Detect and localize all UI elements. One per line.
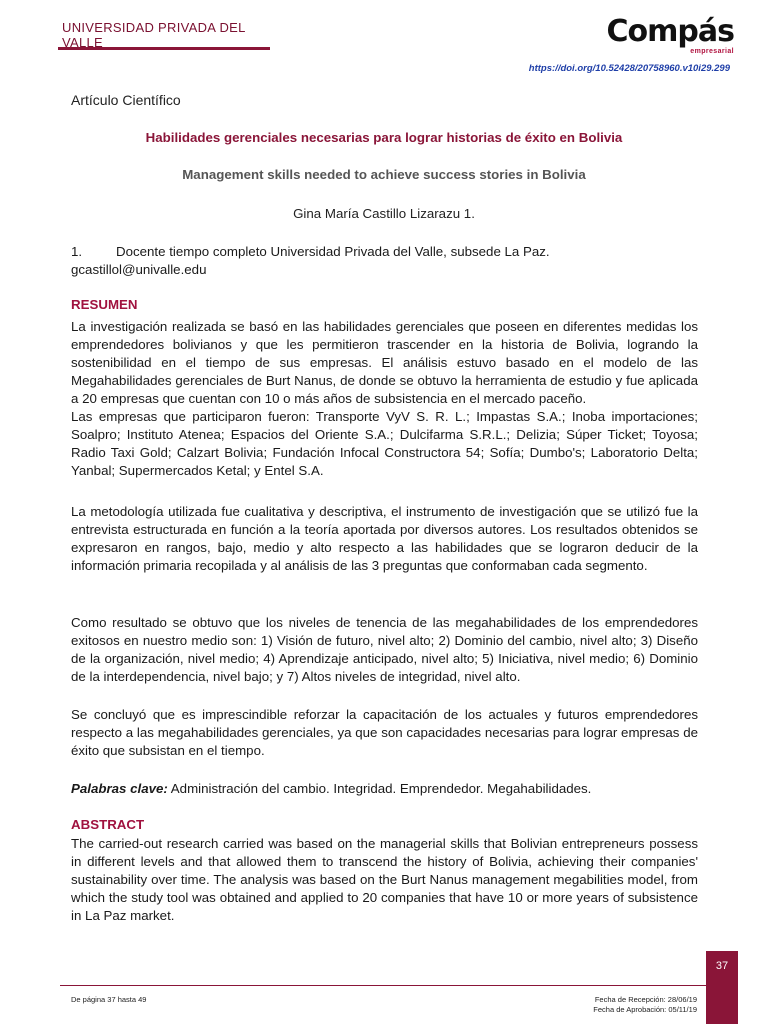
abstract-paragraph-1: The carried-out research carried was based on the managerial skills that Bolivian entrepreneurs possess in different levels and that allowed them to transcend the history of Bolivia, achieving their companies' sustainability over time. The analysis was based on the Burt Nanus management megabilities model, from which the study tool was obtained and applied to 20 companies that have 10 or more years of subsistence in La Paz market. [71,836,698,923]
logo-subtitle: empresarial [690,48,734,55]
doi-link[interactable]: https://doi.org/10.52428/20758960.v10i29.299 [528,63,730,74]
title-english: Management skills needed to achieve success stories in Bolivia [182,167,586,182]
resumen-paragraph-4: Como resultado se obtuvo que los niveles de tenencia de las megahabilidades de los emprendedores exitosos en nuestro medio son: 1) Visión de futuro, nivel alto; 2) Dominio del cambio, nivel alto; 3) Diseño de la organización, nivel medio; 4) Aprendizaje anticipado, nivel alto; 5) Iniciativa, nivel medio; 6) Dominio de la interdependencia, nivel bajo; y 7) Altos niveles de integridad, nivel alto. [71,615,698,684]
keywords-text: Administración del cambio. Integridad. Emprendedor. Megahabilidades. [167,781,592,796]
resumen-heading: RESUMEN [71,297,138,312]
received-date: Fecha de Recepción: 28/06/19 [594,995,697,1004]
keywords-label: Palabras clave: [71,781,168,796]
article-type: Artículo Científico [71,92,181,108]
resumen-paragraph-1: La investigación realizada se basó en las habilidades gerenciales que poseen en diferentes medidas los emprendedores bolivianos y que les permitieron trascender en la historia de Bolivia, logrando la sostenibilidad en el tiempo de sus empresas. El análisis estuvo basado en el modelo de las Megahabilidades gerenciales de Burt Nanus, de donde se obtuvo la herramienta de estudio y fue aplicada a 20 empresas que cuentan con 10 o más años de subsistencia en el mercado paceño. [71,319,698,406]
logo-title: Compás [606,14,734,49]
dates [560,995,697,1015]
affiliation [71,243,711,279]
footer-divider [60,985,706,986]
affiliation-number: 1. [71,244,83,259]
page-number: 37 [715,960,729,972]
approved-date: Fecha de Aprobación: 05/11/19 [593,1005,697,1014]
journal-logo [606,14,734,58]
title-spanish: Habilidades gerenciales necesarias para lograr historias de éxito en Bolivia [145,130,623,145]
university-name: UNIVERSIDAD PRIVADA DEL VALLE [62,20,246,50]
affiliation-text: Docente tiempo completo Universidad Privada del Valle, subsede La Paz. [116,244,550,259]
resumen-paragraph-2: Las empresas que participaron fueron: Transporte VyV S. R. L.; Impastas S.A.; Inoba importaciones; Soalpro; Instituto Atenea; Espacios del Oriente S.A.; Dulcifarma S.R.L.; Delizia; Súper Ticket; Toyosa; Radio Taxi Gold; Calzart Bolivia; Fundación Infocal Constructora 54; Sofía; Dumbo's; Laboratorio Delta; Yanbal; Supermercados Ketal; y Entel S.A. [71,409,698,478]
author-email[interactable]: gcastillol@univalle.edu [71,262,207,277]
author: Gina María Castillo Lizarazu 1. [293,206,475,221]
resumen-paragraph-5: Se concluyó que es imprescindible reforzar la capacitación de los actuales y futuros emprendedores respecto a las megahabilidades gerenciales, ya que son capacidades necesarias para lograr empresas de éxito que subsistan en el tiempo. [71,707,698,758]
university-header [58,14,270,50]
keywords [71,780,698,798]
page-range: De página 37 hasta 49 [71,995,147,1004]
resumen-paragraph-3: La metodología utilizada fue cualitativa y descriptiva, el instrumento de investigación que se utilizó fue la entrevista estructurada en función a la teoría aportada por diversos autores. Los resultados obtenidos se expresaron en rangos, bajo, medio y alto respecto a las habilidades que se lograron deducir de la información primaria recopilada y al análisis de las 3 preguntas que conformaban cada segmento. [71,504,698,573]
abstract-heading: ABSTRACT [71,817,145,832]
page-number-tab [706,951,738,1024]
